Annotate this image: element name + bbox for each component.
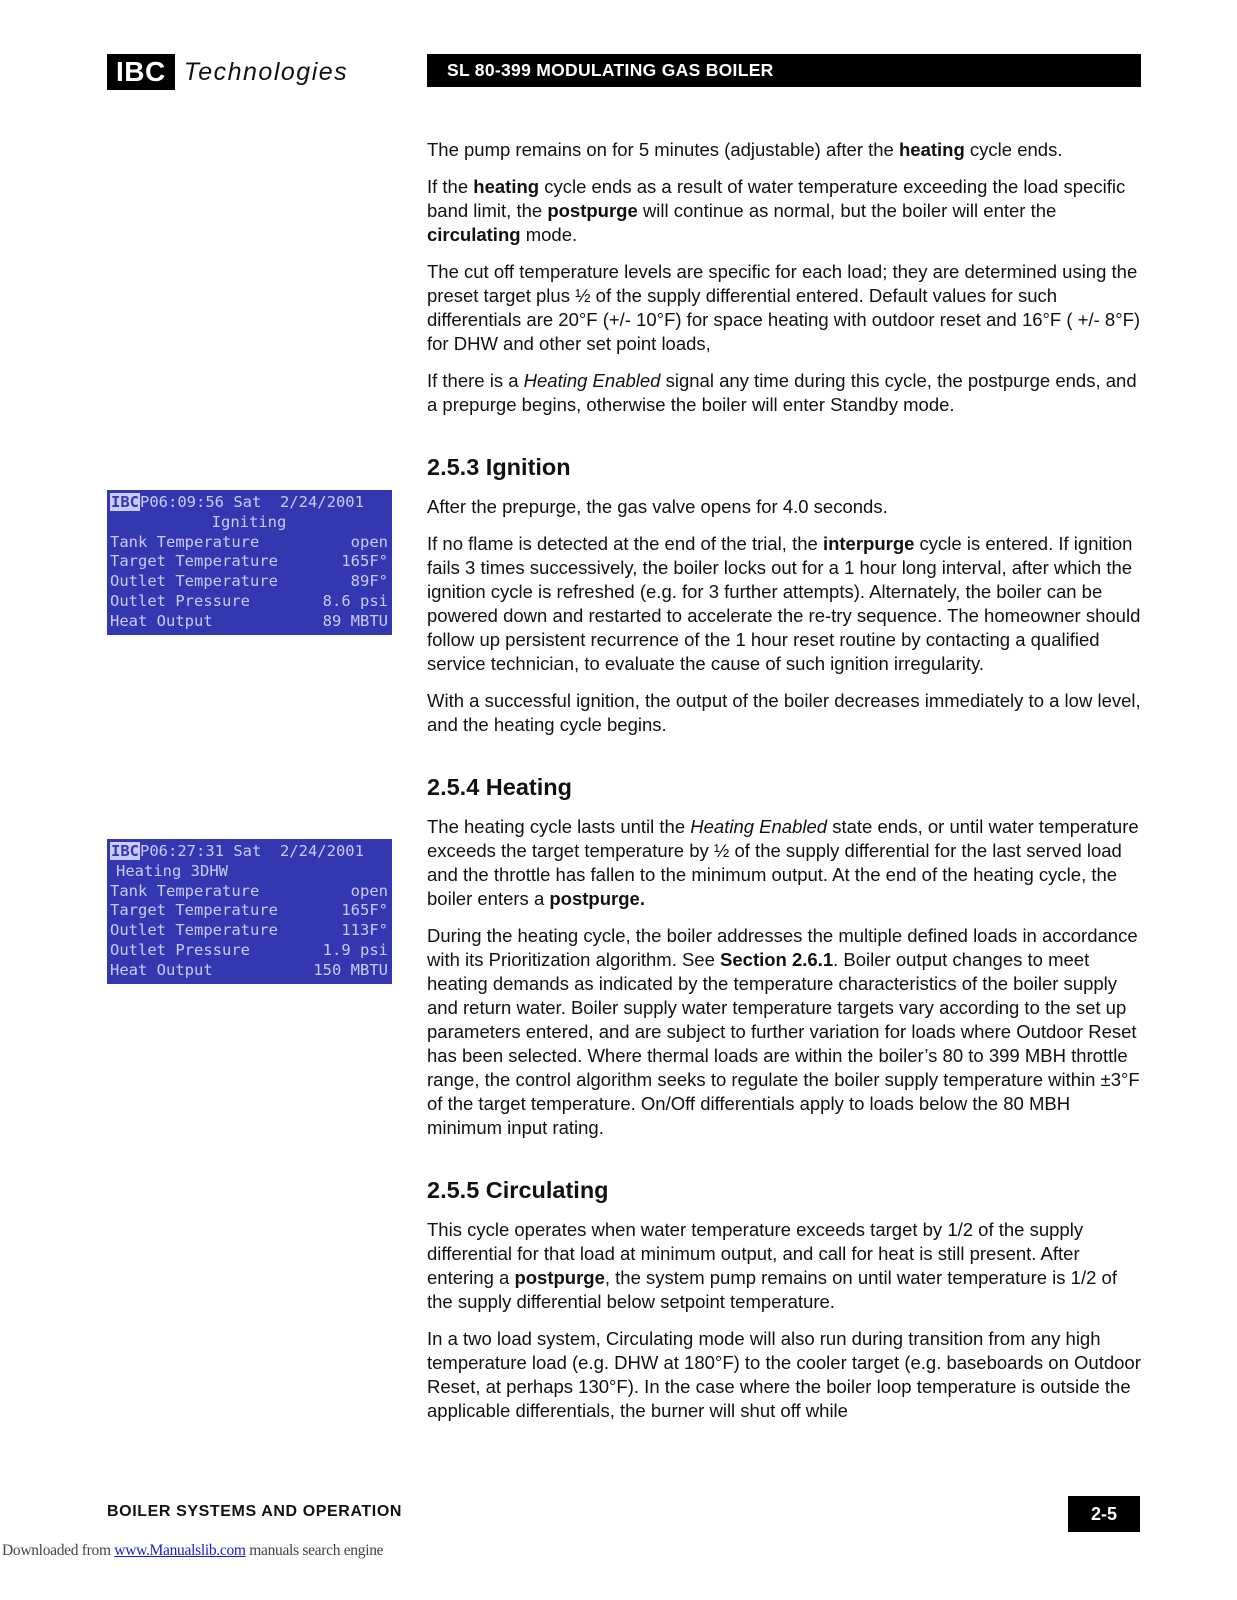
lcd-row bbox=[110, 612, 388, 632]
lcd-row-value: 1.9 psi bbox=[322, 940, 388, 959]
paragraph bbox=[427, 532, 1143, 676]
paragraph bbox=[427, 689, 1143, 737]
lcd-datetime: P06:27:31 Sat 2/24/2001 bbox=[140, 842, 364, 860]
download-prefix: Downloaded from bbox=[2, 1542, 115, 1559]
section-heading-ignition: 2.5.3 Ignition bbox=[427, 454, 571, 480]
text-run: If the bbox=[427, 176, 474, 197]
bold-term: Section 2.6.1 bbox=[720, 949, 834, 970]
text-run: In a two load system, Circulating mode will also run during transition from any high temperature load (e.g. DHW at 180°F) to the cooler target (e.g. baseboards on Outdoor Reset, at perhaps 130°F). In the case where the boiler loop temperature is outside the applicable differentials, the burner will shut off while bbox=[427, 1328, 1141, 1421]
lcd-rows bbox=[110, 533, 388, 632]
page-number: 2-5 bbox=[1068, 1496, 1140, 1532]
lcd-row bbox=[110, 533, 388, 553]
text-run: state ends, or until water temperature exceeds the target temperature by ½ of the supply differential for the last served load and the throttle has fallen to the minimum output. At the end of the heating cycle, the boiler enters a bbox=[427, 816, 1139, 909]
lcd-datetime: P06:09:56 Sat 2/24/2001 bbox=[140, 493, 364, 511]
paragraph bbox=[427, 815, 1143, 911]
text-run: cycle is entered. If ignition fails 3 times successively, the boiler locks out for a 1 hour long interval, after which the ignition cycle is refreshed (e.g. for 3 further attempts). Alternately, the boiler can be powered down and restarted to accelerate the re-try sequence. The homeowner should follow up persistent recurrence of the 1 hour reset routine by contacting a qualified service technician, to evaluate the cause of such ignition irregularity. bbox=[427, 533, 1141, 674]
lcd-rows bbox=[110, 882, 388, 981]
lcd-display-heating bbox=[107, 839, 392, 984]
paragraph bbox=[427, 924, 1143, 1140]
document-title-bar: SL 80-399 MODULATING GAS BOILER bbox=[427, 54, 1141, 87]
download-suffix: manuals search engine bbox=[245, 1542, 384, 1559]
text-run: If there is a bbox=[427, 370, 524, 391]
paragraph bbox=[427, 138, 1143, 162]
text-run: During the heating cycle, the boiler addresses the multiple defined loads in accordance with its Prioritization algorithm. See bbox=[427, 925, 1138, 970]
italic-term: Heating Enabled bbox=[523, 370, 661, 391]
bold-term: postpurge. bbox=[549, 888, 645, 909]
text-run: , the system pump remains on until water temperature is 1/2 of the supply differential below setpoint temperature. bbox=[427, 1267, 1117, 1312]
text-run: cycle ends as a result of water temperature exceeding the load specific band limit, the bbox=[427, 176, 1126, 221]
lcd-row-value: open bbox=[350, 532, 388, 551]
lcd-ibc-badge: IBC bbox=[111, 493, 139, 511]
logo-text: Technologies bbox=[183, 57, 349, 86]
lcd-row-label: Target Temperature bbox=[110, 901, 278, 920]
lcd-row bbox=[110, 552, 388, 572]
italic-term: Heating Enabled bbox=[690, 816, 828, 837]
bold-term: heating bbox=[899, 139, 965, 160]
lcd-row-label: Tank Temperature bbox=[110, 532, 260, 551]
logo-box: IBC bbox=[107, 54, 175, 90]
text-run: If no flame is detected at the end of the trial, the bbox=[427, 533, 823, 554]
bold-term: heating bbox=[473, 176, 540, 197]
lcd-display-igniting bbox=[107, 490, 392, 635]
lcd-row bbox=[110, 592, 388, 612]
text-run: After the prepurge, the gas valve opens for 4.0 seconds. bbox=[427, 496, 888, 517]
lcd-row bbox=[110, 941, 388, 961]
lcd-row bbox=[110, 961, 388, 981]
lcd-row-label: Target Temperature bbox=[110, 552, 278, 571]
paragraph bbox=[427, 175, 1143, 247]
lcd-row-label: Outlet Pressure bbox=[110, 940, 250, 959]
lcd-row-label: Outlet Pressure bbox=[110, 591, 250, 610]
main-content bbox=[427, 138, 1143, 1436]
lcd-row-value: 89 MBTU bbox=[322, 611, 388, 630]
lcd-row bbox=[110, 901, 388, 921]
section-heading-heating: 2.5.4 Heating bbox=[427, 774, 572, 800]
lcd-row-label: Outlet Temperature bbox=[110, 921, 278, 940]
paragraph bbox=[427, 495, 1143, 519]
lcd-row-value: 89F° bbox=[350, 572, 388, 591]
bold-term: postpurge bbox=[514, 1267, 605, 1288]
text-run: This cycle operates when water temperature exceeds target by 1/2 of the supply differential for that load at minimum output, and call for heat is still present. After entering a bbox=[427, 1219, 1084, 1288]
lcd-row bbox=[110, 921, 388, 941]
lcd-row-label: Tank Temperature bbox=[110, 881, 260, 900]
text-run: The cut off temperature levels are specific for each load; they are determined using the preset target plus ½ of the supply differential entered. Default values for such differentials are 20°F (+/- 10°F) for space heating with outdoor reset and 16°F ( +/- 8°F) for DHW and other set point loads, bbox=[427, 261, 1141, 354]
lcd-status: Heating 3DHW bbox=[116, 861, 228, 880]
text-run: signal any time during this cycle, the postpurge ends, and a prepurge begins, otherwise the boiler will enter Standby mode. bbox=[427, 370, 1137, 415]
text-run: With a successful ignition, the output of the boiler decreases immediately to a low level, and the heating cycle begins. bbox=[427, 690, 1141, 735]
text-run: mode. bbox=[520, 224, 578, 245]
lcd-row-value: 150 MBTU bbox=[313, 960, 388, 979]
paragraph bbox=[427, 369, 1143, 417]
text-run: cycle ends. bbox=[964, 139, 1063, 160]
lcd-row-label: Outlet Temperature bbox=[110, 572, 278, 591]
lcd-row bbox=[110, 882, 388, 902]
section-heading-circulating: 2.5.5 Circulating bbox=[427, 1177, 609, 1203]
lcd-status: Igniting bbox=[211, 512, 287, 531]
bold-term: postpurge bbox=[547, 200, 638, 221]
lcd-row-value: 8.6 psi bbox=[322, 591, 388, 610]
lcd-row-label: Heat Output bbox=[110, 960, 213, 979]
paragraph bbox=[427, 260, 1143, 356]
lcd-header-row bbox=[110, 493, 388, 513]
lcd-row-label: Heat Output bbox=[110, 611, 213, 630]
lcd-header-row bbox=[110, 842, 388, 862]
download-notice bbox=[2, 1542, 383, 1560]
lcd-row-value: 165F° bbox=[341, 552, 388, 571]
lcd-row-value: 113F° bbox=[341, 921, 388, 940]
lcd-row-value: 165F° bbox=[341, 901, 388, 920]
paragraph bbox=[427, 1327, 1143, 1423]
manualslib-link[interactable]: www.Manualslib.com bbox=[114, 1542, 246, 1559]
lcd-ibc-badge: IBC bbox=[111, 842, 139, 860]
text-run: The pump remains on for 5 minutes (adjustable) after the bbox=[427, 139, 899, 160]
bold-term: interpurge bbox=[822, 533, 915, 554]
lcd-row bbox=[110, 572, 388, 592]
footer-section-title: BOILER SYSTEMS AND OPERATION bbox=[107, 1503, 403, 1520]
text-run: will continue as normal, but the boiler will enter the bbox=[637, 200, 1057, 221]
paragraph bbox=[427, 1218, 1143, 1314]
bold-term: circulating bbox=[427, 224, 521, 245]
company-logo bbox=[107, 54, 348, 90]
lcd-row-value: open bbox=[350, 881, 388, 900]
text-run: The heating cycle lasts until the bbox=[427, 816, 691, 837]
text-run: . Boiler output changes to meet heating demands as indicated by the temperature characteristics of the boiler supply and return water. Boiler supply water temperature targets vary according to the set up parameters entered, and are subject to further variation for loads where Outdoor Reset has been selected. Where thermal loads are within the boiler’s 80 to 399 MBH throttle range, the control algorithm seeks to regulate the boiler supply temperature within ±3°F of the target temperature. On/Off differentials apply to loads below the 80 MBH minimum input rating. bbox=[427, 949, 1140, 1138]
